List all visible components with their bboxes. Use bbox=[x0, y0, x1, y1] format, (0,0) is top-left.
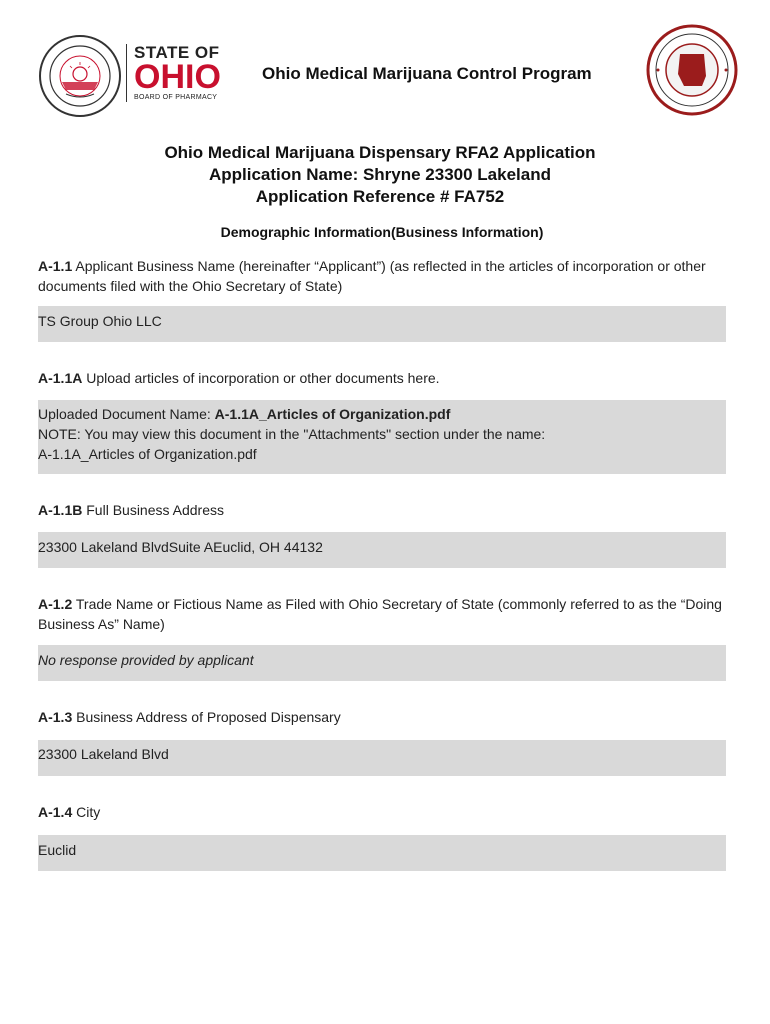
question-text: Upload articles of incorporation or other documents here. bbox=[82, 370, 440, 386]
wordmark-board: BOARD OF PHARMACY bbox=[134, 94, 218, 101]
question-a-1-1b bbox=[38, 500, 728, 520]
question-text: City bbox=[72, 804, 101, 820]
wordmark-state: STATE OF bbox=[134, 43, 220, 62]
answer-a-1-3 bbox=[38, 740, 726, 776]
question-code: A-1.1A bbox=[38, 370, 83, 386]
title-line-2: Application Name: Shryne 23300 Lakeland bbox=[208, 165, 551, 184]
question-code: A-1.1 bbox=[38, 258, 73, 274]
question-a-1-4 bbox=[38, 802, 728, 822]
question-a-1-1 bbox=[38, 256, 728, 296]
answer-a-1-1b bbox=[38, 532, 726, 568]
question-text: Trade Name or Fictious Name as Filed with Ohio Secretary of State (commonly referred to as the “Doing Business As” Name) bbox=[38, 596, 722, 632]
answer-a-1-4 bbox=[38, 835, 726, 871]
answer-a-1-1 bbox=[38, 306, 726, 342]
question-a-1-1a bbox=[38, 368, 728, 388]
ohio-wordmark-logo bbox=[134, 44, 244, 103]
answer-note: NOTE: You may view this document in the "Attachments" section under the name: bbox=[38, 426, 546, 442]
answer-text: 23300 Lakeland BlvdSuite AEuclid, OH 44132 bbox=[38, 539, 323, 555]
logo-divider bbox=[126, 44, 127, 102]
ohio-board-of-pharmacy-seal-icon bbox=[38, 34, 122, 118]
answer-a-1-2 bbox=[38, 645, 726, 681]
uploaded-document-name: A-1.1A_Articles of Organization.pdf bbox=[214, 406, 451, 422]
answer-text: Euclid bbox=[38, 842, 77, 858]
answer-text: No response provided by applicant bbox=[38, 652, 254, 668]
answer-prefix: Uploaded Document Name: bbox=[38, 406, 215, 422]
answer-text: TS Group Ohio LLC bbox=[38, 313, 162, 329]
question-code: A-1.1B bbox=[38, 502, 83, 518]
question-a-1-2 bbox=[38, 594, 728, 634]
question-code: A-1.4 bbox=[38, 804, 73, 820]
title-line-1: Ohio Medical Marijuana Dispensary RFA2 Application bbox=[164, 143, 596, 162]
answer-a-1-1a bbox=[38, 400, 726, 474]
title-line-3: Application Reference # FA752 bbox=[255, 187, 505, 206]
question-text: Business Address of Proposed Dispensary bbox=[72, 709, 341, 725]
question-text: Applicant Business Name (hereinafter “Applicant”) (as reflected in the articles of incorporation or other documents filed with the Ohio Secretary of State) bbox=[38, 258, 706, 294]
wordmark-ohio: OHIO bbox=[134, 58, 221, 96]
question-text: Full Business Address bbox=[82, 502, 224, 518]
answer-text: 23300 Lakeland Blvd bbox=[38, 746, 169, 762]
answer-note-filename: A-1.1A_Articles of Organization.pdf bbox=[38, 446, 257, 462]
document-title bbox=[0, 142, 760, 208]
question-a-1-3 bbox=[38, 707, 728, 727]
section-heading: Demographic Information(Business Information) bbox=[220, 224, 544, 240]
medical-marijuana-program-seal-icon bbox=[646, 24, 738, 116]
question-code: A-1.2 bbox=[38, 596, 73, 612]
page-header bbox=[0, 0, 770, 130]
program-title: Ohio Medical Marijuana Control Program bbox=[262, 64, 592, 83]
question-code: A-1.3 bbox=[38, 709, 73, 725]
